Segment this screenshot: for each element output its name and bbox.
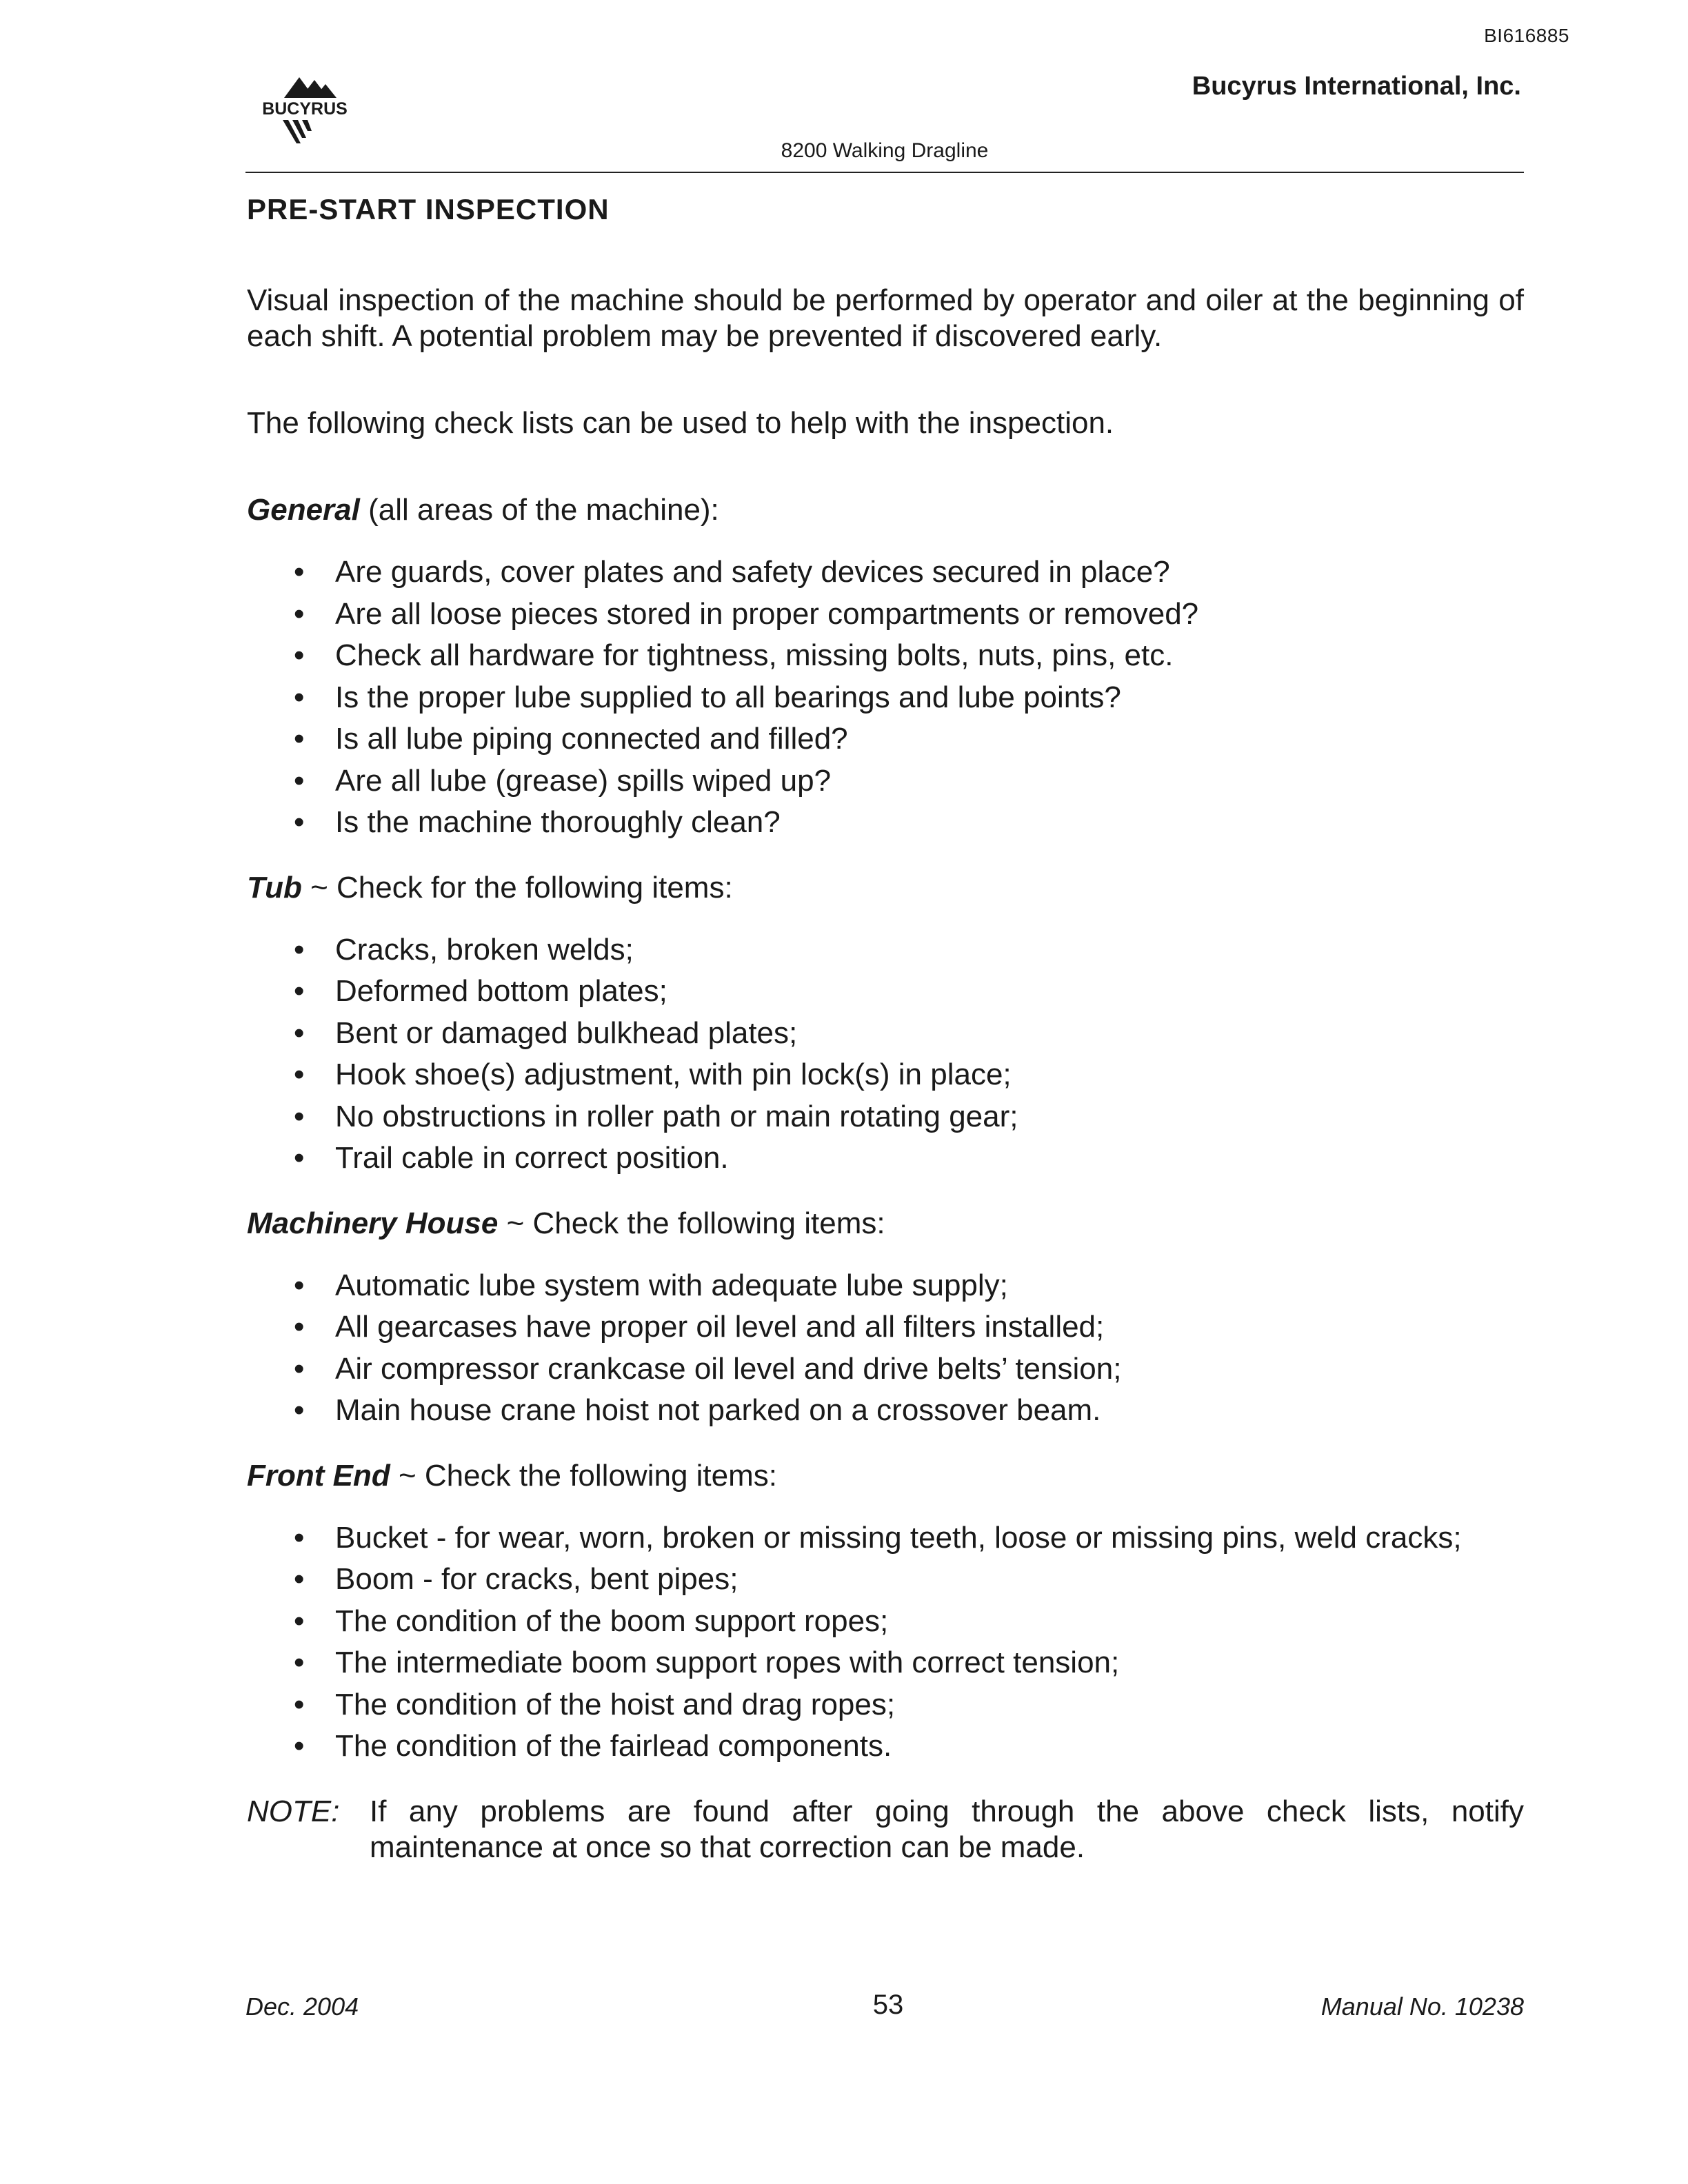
checklist-item-text: Main house crane hoist not parked on a crossover beam. bbox=[335, 1393, 1101, 1427]
checklist-item bbox=[247, 677, 1524, 719]
intro-paragraph-2: The following check lists can be used to help with the inspection. bbox=[247, 406, 1114, 440]
note bbox=[247, 1794, 1524, 1866]
intro-paragraph-1: Visual inspection of the machine should be performed by operator and oiler at the beginning of each shift. A potential problem may be prevented if discovered early. bbox=[247, 283, 1524, 353]
bullet-icon: • bbox=[294, 1058, 305, 1091]
checklist-item bbox=[247, 635, 1524, 677]
checklist-item bbox=[247, 929, 1524, 971]
bullet-icon: • bbox=[294, 1351, 305, 1386]
checklist-item-text: Automatic lube system with adequate lube supply; bbox=[335, 1268, 1008, 1302]
logo-text: BUCYRUS bbox=[262, 99, 348, 119]
bullet-icon: • bbox=[294, 1015, 305, 1050]
checklist-sections bbox=[247, 492, 1524, 1768]
bullet-icon: • bbox=[294, 722, 305, 756]
bullet-icon: • bbox=[294, 1687, 305, 1721]
checklist-item-text: Check all hardware for tightness, missing bolts, nuts, pins, etc. bbox=[335, 638, 1174, 672]
checklist bbox=[247, 929, 1524, 1180]
section-label: Tub bbox=[247, 870, 302, 904]
checklist bbox=[247, 552, 1524, 844]
checklist-item-text: Bent or damaged bulkhead plates; bbox=[335, 1015, 798, 1050]
checklist-item-text: Are guards, cover plates and safety devices secured in place? bbox=[335, 555, 1170, 589]
manual-number: Manual No. 10238 bbox=[1320, 1992, 1524, 2021]
checklist-item-text: The intermediate boom support ropes with correct tension; bbox=[335, 1646, 1120, 1679]
bullet-icon: • bbox=[294, 763, 305, 798]
checklist-item-text: Trail cable in correct position. bbox=[335, 1141, 729, 1175]
section-heading bbox=[247, 1206, 1524, 1242]
bullet-icon: • bbox=[294, 805, 305, 839]
section-heading bbox=[247, 870, 1524, 906]
checklist-item bbox=[247, 1096, 1524, 1138]
bullet-icon: • bbox=[294, 1646, 305, 1679]
bullet-icon: • bbox=[294, 932, 305, 967]
checklist-item bbox=[247, 1306, 1524, 1348]
checklist-item bbox=[247, 1726, 1524, 1768]
checklist bbox=[247, 1517, 1524, 1768]
bullet-icon: • bbox=[294, 1310, 305, 1344]
checklist-item-text: Is the machine thoroughly clean? bbox=[335, 805, 781, 839]
page-title: PRE-START INSPECTION bbox=[247, 193, 610, 225]
checklist bbox=[247, 1265, 1524, 1432]
bullet-icon: • bbox=[294, 1099, 305, 1133]
bullet-icon: • bbox=[294, 1604, 305, 1638]
company-name: Bucyrus International, Inc. bbox=[1192, 72, 1521, 101]
section-label-rest: (all areas of the machine): bbox=[359, 493, 719, 527]
section-label-rest: ~ Check the following items: bbox=[498, 1206, 885, 1240]
checklist-item bbox=[247, 1348, 1524, 1391]
checklist-item bbox=[247, 971, 1524, 1013]
bullet-icon: • bbox=[294, 555, 305, 589]
footer-date: Dec. 2004 bbox=[245, 1992, 359, 2021]
main-content bbox=[247, 283, 1524, 1866]
checklist-item-text: Is the proper lube supplied to all bearings and lube points? bbox=[335, 680, 1121, 714]
checklist-item bbox=[247, 552, 1524, 594]
checklist-item bbox=[247, 1265, 1524, 1307]
bullet-icon: • bbox=[294, 596, 305, 631]
bucyrus-logo bbox=[243, 72, 367, 148]
checklist-item bbox=[247, 594, 1524, 636]
section-heading bbox=[247, 492, 1524, 528]
checklist-item-text: Is all lube piping connected and filled? bbox=[335, 722, 848, 756]
bullet-icon: • bbox=[294, 974, 305, 1008]
checklist-item bbox=[247, 1390, 1524, 1432]
bullet-icon: • bbox=[294, 1268, 305, 1302]
checklist-item bbox=[247, 1601, 1524, 1643]
checklist-item-text: Boom - for cracks, bent pipes; bbox=[335, 1562, 738, 1596]
note-label: NOTE: bbox=[247, 1794, 340, 1828]
checklist-item-text: Bucket - for wear, worn, broken or missing teeth, loose or missing pins, weld cracks; bbox=[335, 1520, 1462, 1555]
section-label: Front End bbox=[247, 1458, 390, 1493]
product-name: 8200 Walking Dragline bbox=[781, 139, 989, 162]
section-label-rest: ~ Check the following items: bbox=[390, 1458, 777, 1493]
section-label-rest: ~ Check for the following items: bbox=[301, 870, 733, 904]
header-rule bbox=[245, 172, 1524, 173]
checklist-item bbox=[247, 1642, 1524, 1684]
checklist-item bbox=[247, 1013, 1524, 1055]
checklist-item-text: Are all lube (grease) spills wiped up? bbox=[335, 763, 832, 798]
checklist-item bbox=[247, 1517, 1524, 1559]
checklist-item-text: The condition of the boom support ropes; bbox=[335, 1604, 889, 1638]
checklist-item-text: Cracks, broken welds; bbox=[335, 932, 634, 967]
section-label: Machinery House bbox=[247, 1206, 499, 1240]
checklist-item bbox=[247, 802, 1524, 844]
note-text: If any problems are found after going through the above check lists, notify maintenance at once so that correction can be made. bbox=[370, 1794, 1524, 1864]
bullet-icon: • bbox=[294, 1141, 305, 1175]
checklist-item bbox=[247, 1138, 1524, 1180]
bullet-icon: • bbox=[294, 1562, 305, 1596]
checklist-item bbox=[247, 1684, 1524, 1726]
checklist-item-text: All gearcases have proper oil level and all filters installed; bbox=[335, 1310, 1105, 1344]
bullet-icon: • bbox=[294, 1393, 305, 1427]
checklist-item-text: Hook shoe(s) adjustment, with pin lock(s) in place; bbox=[335, 1058, 1012, 1091]
section-heading bbox=[247, 1458, 1524, 1494]
checklist-item-text: Are all loose pieces stored in proper compartments or removed? bbox=[335, 596, 1199, 631]
checklist-item bbox=[247, 718, 1524, 760]
checklist-item-text: No obstructions in roller path or main rotating gear; bbox=[335, 1099, 1018, 1133]
document-id: BI616885 bbox=[1484, 25, 1569, 46]
checklist-item bbox=[247, 1054, 1524, 1096]
bullet-icon: • bbox=[294, 1729, 305, 1763]
bullet-icon: • bbox=[294, 680, 305, 714]
checklist-item bbox=[247, 1559, 1524, 1601]
checklist-item-text: The condition of the hoist and drag ropes; bbox=[335, 1687, 896, 1721]
bullet-icon: • bbox=[294, 1520, 305, 1555]
checklist-item-text: The condition of the fairlead components. bbox=[335, 1729, 892, 1763]
bullet-icon: • bbox=[294, 638, 305, 672]
checklist-item bbox=[247, 760, 1524, 802]
checklist-item-text: Air compressor crankcase oil level and drive belts’ tension; bbox=[335, 1351, 1122, 1386]
page-number: 53 bbox=[872, 1990, 904, 2020]
checklist-item-text: Deformed bottom plates; bbox=[335, 974, 667, 1008]
section-label: General bbox=[247, 493, 360, 527]
